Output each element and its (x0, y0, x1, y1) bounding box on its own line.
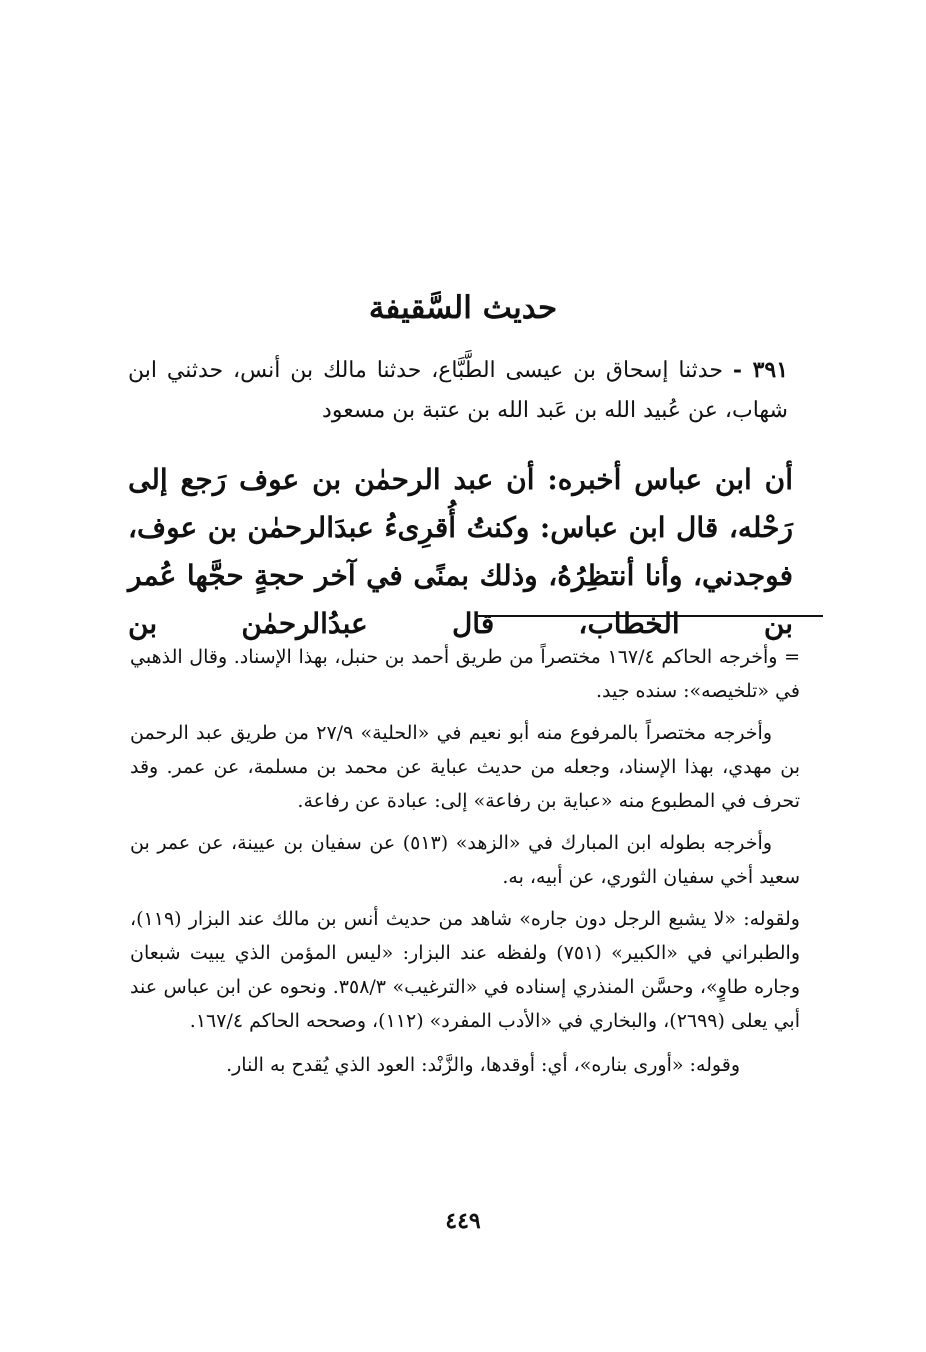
footnote-paragraph: وأخرجه بطوله ابن المبارك في «الزهد» (٥١٣) عن سفيان بن عيينة، عن عمر بن سعيد أخي سفيان الثوري، عن أبيه، به. (130, 832, 800, 888)
footnote-paragraph: ولقوله: «لا يشبع الرجل دون جاره» شاهد من حديث أنس بن مالك عند البزار (١١٩)، والطبراني في «الكبير» (٧٥١) ولفظه عند البزار: «ليس المؤمن الذي يبيت شبعان وجاره طاوٍ»، وحسَّن المنذري إسناده في «الترغيب» ٣٥٨/٣. ونحوه عن ابن عباس عند أبي يعلى (٢٦٩٩)، والبخاري في «الأدب المفرد» (١١٢)، وصححه الحاكم ١٦٧/٤. (130, 908, 800, 1032)
hadith-text: أن ابن عباس أخبره: أن عبد الرحمٰن بن عوف رَجع إلى رَحْله، قال ابن عباس: وكنتُ أُقرِىءُ عبدَالرحمٰن بن عوف، فوجدني، وأنا أنتظِرُهُ، وذلك بمنًى في آخر حجةٍ حجَّها عُمر بن الخطاب، قال عبدُالرحمٰن بن (128, 463, 793, 640)
hadith-isnad: حدثنا إسحاق بن عيسى الطَّبَّاع، حدثنا مالك بن أنس، حدثني ابن شهاب، عن عُبيد الله بن عَبد الله بن عتبة بن مسعود (128, 358, 788, 423)
footnotes (130, 640, 800, 1090)
page-number: ٤٤٩ (445, 1208, 481, 1234)
footnote-paragraph: وقوله: «أورى بناره»، أي: أوقدها، والزَّنْد: العود الذي يُقدح به النار. (226, 1054, 740, 1076)
hadith-number: ٣٩١ - (732, 357, 789, 383)
section-title: حديث السَّقيفة (368, 290, 558, 326)
footnote-paragraph: وأخرجه مختصراً بالمرفوع منه أبو نعيم في «الحلية» ٢٧/٩ من طريق عبد الرحمن بن مهدي، بهذا الإسناد، وجعله من حديث عباية عن محمد بن مسلمة، عن عمر. وقد تحرف في المطبوع منه «عباية بن رفاعة» إلى: عبادة عن رفاعة. (130, 722, 800, 812)
hadith-chain (128, 350, 788, 431)
footnote-paragraph: = وأخرجه الحاكم ١٦٧/٤ مختصراً من طريق أحمد بن حنبل، بهذا الإسناد. وقال الذهبي في «تلخيصه»: سنده جيد. (130, 646, 800, 702)
footnote-separator (478, 615, 823, 617)
